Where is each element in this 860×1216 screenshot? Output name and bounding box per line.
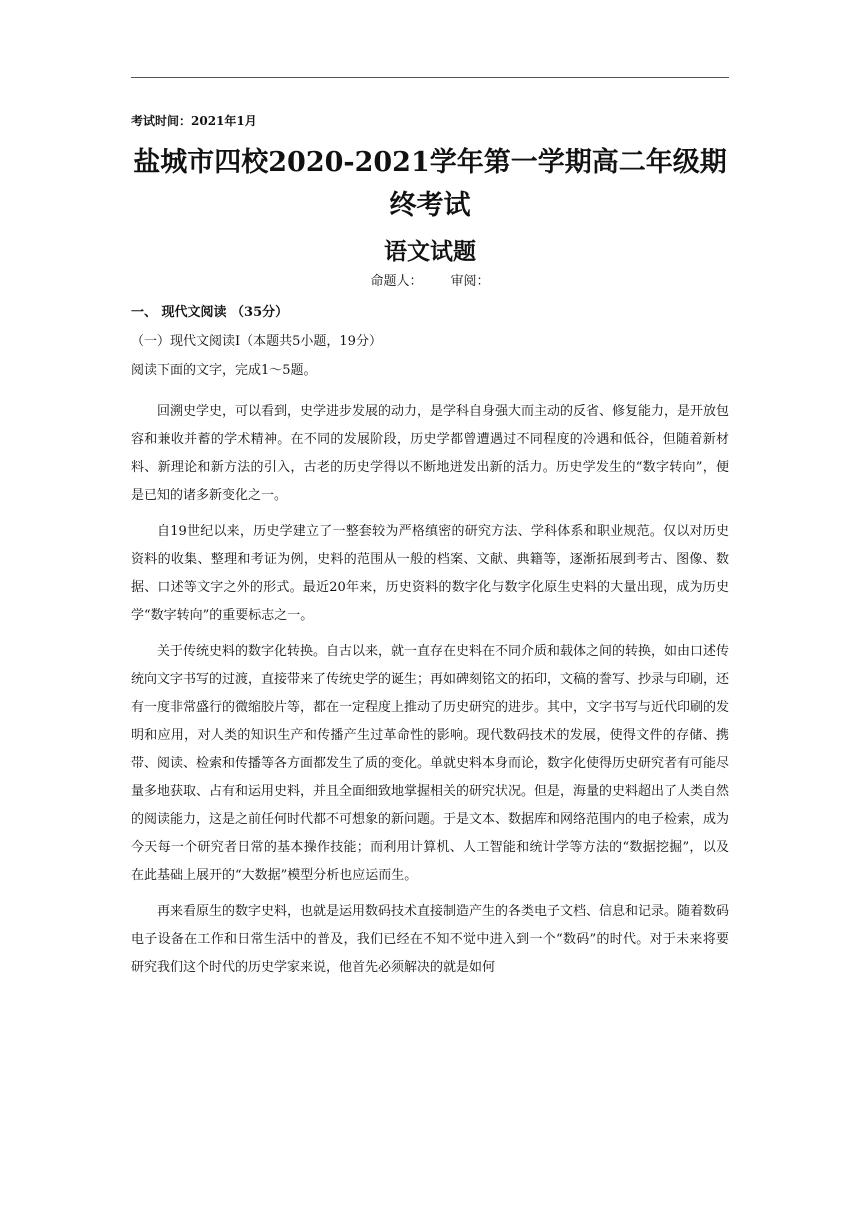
section-heading: 一、 现代文阅读 （35分）	[131, 305, 289, 320]
passage-paragraph: 再来看原生的数字史料，也就是运用数码技术直接制造产生的各类电子文档、信息和记录。随着数码电子设备在工作和日常生活中的普及，我们已经在不知不觉中进入到一个“数码”的时代。对于未来将要研究我们这个时代的历史学家来说，他首先必须解决的就是如何	[131, 904, 730, 975]
reading-instruction: 阅读下面的文字，完成1～5题。	[131, 363, 317, 378]
exam-subtitle: 语文试题	[384, 238, 476, 265]
passage-paragraph: 关于传统史料的数字化转换。自古以来，就一直存在史料在不同介质和载体之间的转换，如由口述传统向文字书写的过渡，直接带来了传统史学的诞生；再如碑刻铭文的拓印，文稿的誊写、抄录与印刷，还有一度非常盛行的微缩胶片等，都在一定程度上推动了历史研究的进步。其中，文字书写与近代印刷的发明和应用，对人类的知识生产和传播产生过革命性的影响。现代数码技术的发展，使得文件的存储、携带、阅读、检索和传播等各方面都发生了质的变化。单就史料本身而论，数字化使得历史研究者有可能尽量多地获取、占有和运用史料，并且全面细致地掌握相关的研究状况。但是，海量的史料超出了人类自然的阅读能力，这是之前任何时代都不可想象的新问题。于是文本、数据库和网络范围内的电子检索，成为今天每一个研究者日常的基本操作技能；而利用计算机、人工智能和统计学等方法的“数据挖掘”，以及在此基础上展开的“大数据”模型分析也应运而生。	[131, 644, 730, 883]
reviewer-label: 审阅：	[450, 274, 490, 289]
exam-time: 考试时间：2021年1月	[131, 114, 257, 128]
authors-line	[131, 272, 729, 292]
passage-paragraph: 自19世纪以来，历史学建立了一整套较为严格缜密的研究方法、学科体系和职业规范。仅以对历史资料的收集、整理和考证为例，史料的范围从一般的档案、文献、典籍等，逐渐拓展到考古、图像、数据、口述等文字之外的形式。最近20年来，历史资料的数字化与数字化原生史料的大量出现，成为历史学“数字转向”的重要标志之一。	[131, 524, 729, 623]
header-rule	[131, 77, 729, 78]
setter-label: 命题人：	[370, 274, 423, 289]
reading-passage	[131, 398, 729, 990]
sub-section-heading: （一）现代文阅读Ⅰ（本题共5小题，19分）	[131, 334, 382, 349]
passage-paragraph: 回溯史学史，可以看到，史学进步发展的动力，是学科自身强大而主动的反省、修复能力，是开放包容和兼收并蓄的学术精神。在不同的发展阶段，历史学都曾遭遇过不同程度的冷遇和低谷，但随着新材料、新理论和新方法的引入，古老的历史学得以不断地迸发出新的活力。历史学发生的“数字转向”，便是已知的诸多新变化之一。	[131, 404, 730, 503]
exam-title: 盐城市四校2020-2021学年第一学期高二年级期终考试	[133, 147, 727, 221]
